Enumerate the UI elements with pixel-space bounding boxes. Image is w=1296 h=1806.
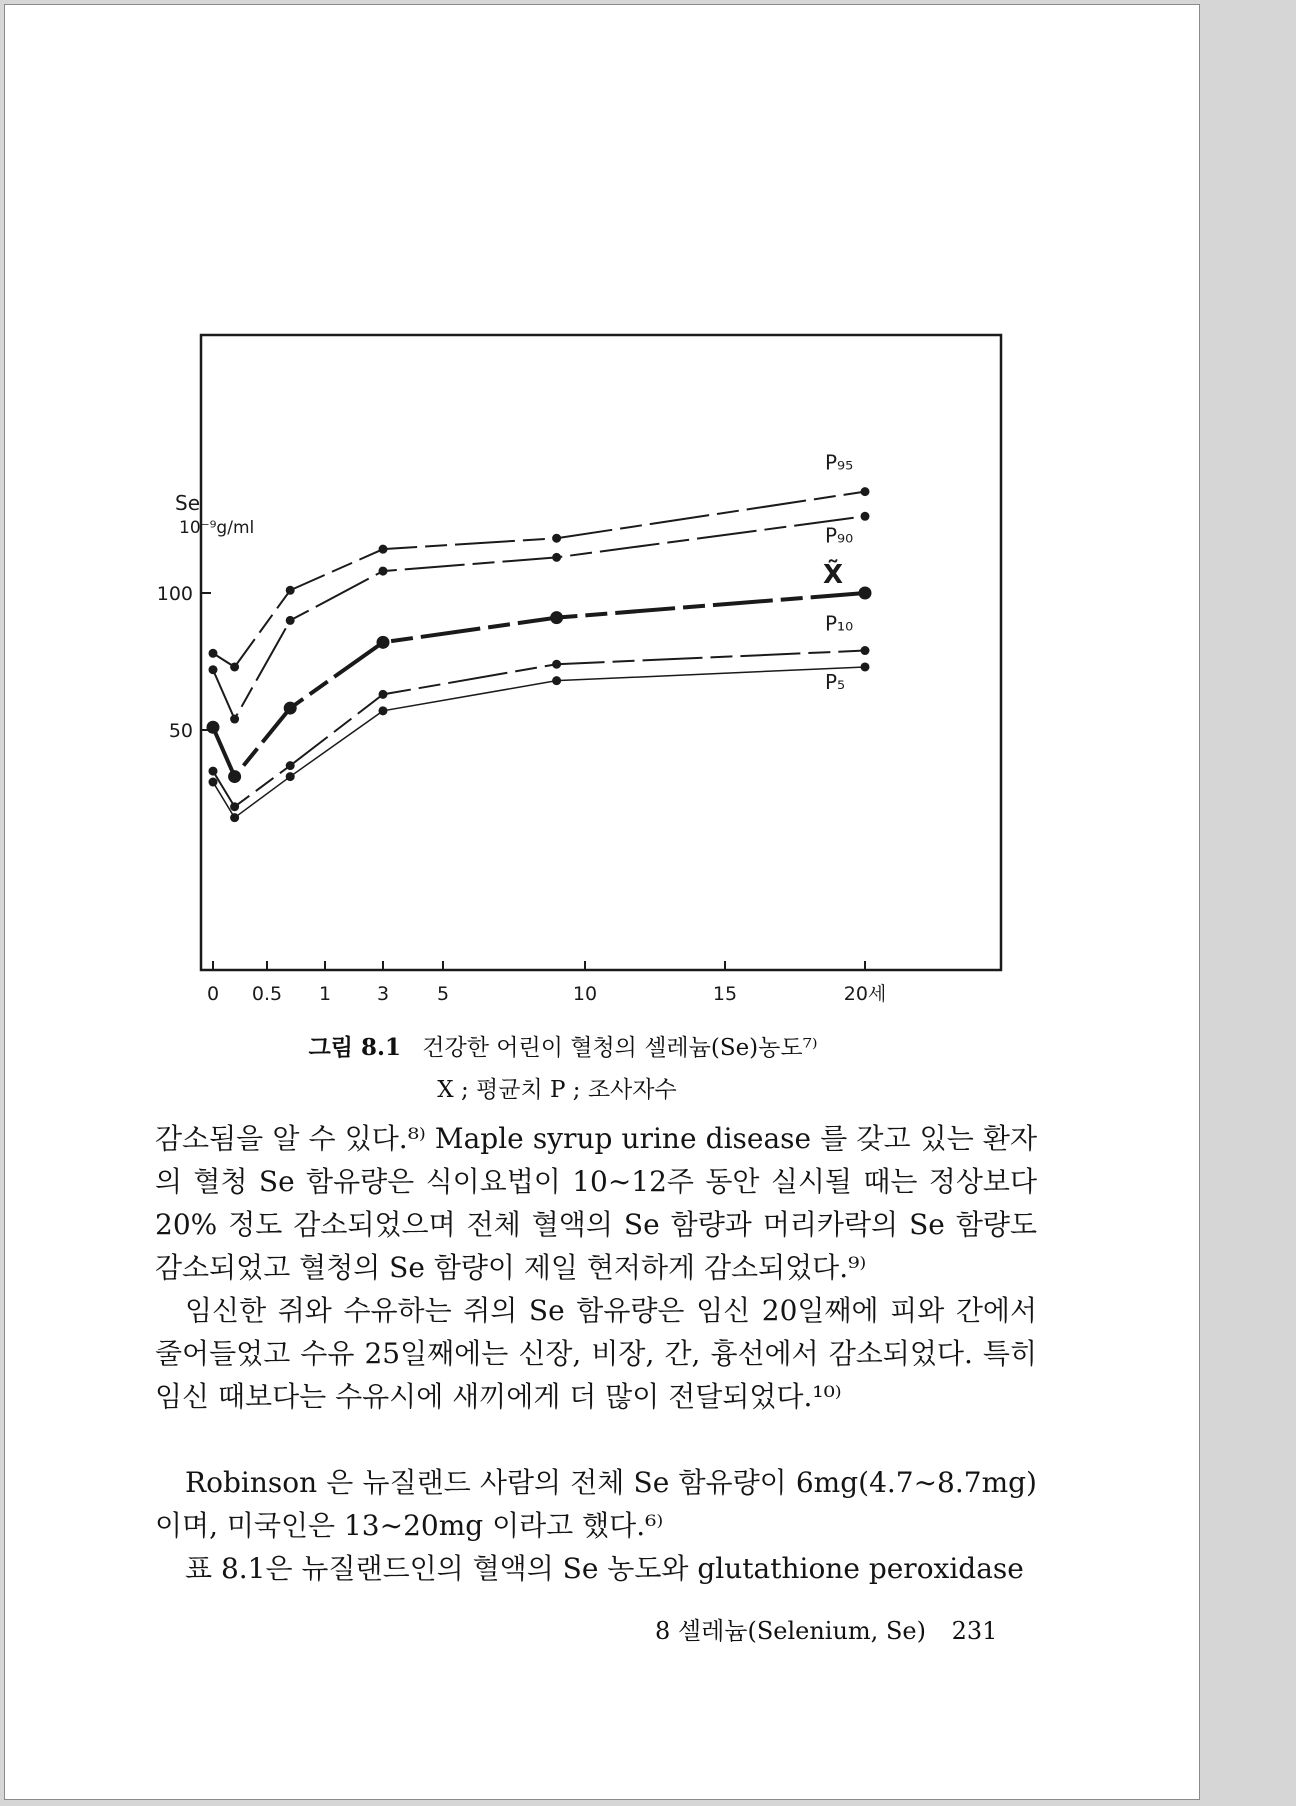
- data-point-p10: [230, 802, 239, 811]
- data-point-x: [859, 587, 872, 600]
- data-point-p90: [230, 715, 239, 724]
- book-page: [4, 4, 1200, 1800]
- y-axis-label-line1: Se: [175, 491, 200, 515]
- paragraph-text: 감소됨을 알 수 있다.⁸⁾ Maple syrup urine disease 를 갖고 있는 환자의 혈청 Se 함유량은 식이요법이 10∼12주 동안 실시될 때는 정상보다 20% 정도 감소되었으며 전체 혈액의 Se 함량과 머리카락의 Se 함량도 감소되었고 혈청의 Se 함량이 제일 현저하게 감소되었다.⁹⁾: [155, 1122, 1037, 1284]
- series-line-p95: [213, 492, 865, 667]
- y-tick-label: 100: [156, 583, 193, 605]
- running-section-title: 8 셀레늄(Selenium, Se): [655, 1617, 926, 1645]
- body-paragraph-1: [155, 1117, 1037, 1289]
- series-label-x: X̃: [823, 560, 844, 590]
- data-point-x: [228, 770, 241, 783]
- data-point-p95: [230, 662, 239, 671]
- y-axis-label-line2: 10⁻⁹g/ml: [179, 518, 255, 538]
- x-tick-label: 0: [206, 983, 220, 1005]
- body-paragraph-2: [155, 1289, 1037, 1418]
- series-line-p5: [213, 667, 865, 818]
- data-point-p90: [379, 567, 388, 576]
- data-point-p90: [861, 512, 870, 521]
- data-point-p90: [552, 553, 561, 562]
- data-point-p95: [379, 545, 388, 554]
- series-label-p10: P₁₀: [825, 611, 854, 636]
- data-point-x: [207, 721, 220, 734]
- paragraph-text: 표 8.1은 뉴질랜드인의 혈액의 Se 농도와 glutathione peroxidase: [185, 1552, 1024, 1585]
- figure-legend-note: X ; 평균치 P ; 조사자수: [437, 1077, 677, 1103]
- selenium-concentration-chart: [155, 325, 1055, 1025]
- data-point-p95: [286, 586, 295, 595]
- series-line-p10: [213, 651, 865, 807]
- page-footer: [655, 1611, 997, 1646]
- series-label-p95: P₉₅: [825, 450, 854, 475]
- x-tick-label: 20세: [843, 983, 887, 1005]
- body-paragraph-4: [155, 1547, 1037, 1590]
- data-point-p5: [209, 778, 218, 787]
- data-point-p5: [230, 813, 239, 822]
- data-point-x: [377, 636, 390, 649]
- paragraph-text: 임신한 쥐와 수유하는 쥐의 Se 함유량은 임신 20일째에 피와 간에서 줄어들었고 수유 25일째에는 신장, 비장, 간, 흉선에서 감소되었다. 특히 임신 때보다는 수유시에 새끼에게 더 많이 전달되었다.¹⁰⁾: [155, 1294, 1037, 1413]
- x-tick-label: 10: [572, 983, 598, 1005]
- data-point-p10: [209, 767, 218, 776]
- data-point-p95: [552, 534, 561, 543]
- data-point-p95: [209, 649, 218, 658]
- data-point-x: [284, 702, 297, 715]
- data-point-x: [550, 611, 563, 624]
- series-label-p5: P₅: [825, 669, 846, 694]
- figure-title: 건강한 어린이 혈청의 셀레늄(Se)농도⁷⁾: [422, 1035, 818, 1061]
- data-point-p10: [861, 646, 870, 655]
- figure-caption: [0, 1029, 1161, 1062]
- series-line-p90: [213, 516, 865, 719]
- chart-marks: [157, 451, 887, 1005]
- body-paragraph-3: [155, 1461, 1037, 1547]
- x-tick-label: 3: [376, 983, 390, 1005]
- data-point-p95: [861, 487, 870, 496]
- page-number: 231: [951, 1617, 998, 1645]
- data-point-p5: [286, 772, 295, 781]
- x-tick-label: 1: [318, 983, 332, 1005]
- chart-frame: [201, 335, 1001, 970]
- data-point-p90: [286, 616, 295, 625]
- x-tick-label: 15: [712, 983, 738, 1005]
- data-point-p90: [209, 665, 218, 674]
- data-point-p5: [379, 706, 388, 715]
- data-point-p10: [379, 690, 388, 699]
- x-tick-label: 5: [436, 983, 450, 1005]
- data-point-p5: [861, 662, 870, 671]
- data-point-p10: [552, 660, 561, 669]
- series-label-p90: P₉₀: [825, 523, 854, 548]
- paragraph-text: Robinson 은 뉴질랜드 사람의 전체 Se 함유량이 6mg(4.7∼8.7mg) 이며, 미국인은 13∼20mg 이라고 했다.⁶⁾: [155, 1466, 1037, 1542]
- figure-number: 그림 8.1: [308, 1034, 401, 1061]
- data-point-p10: [286, 761, 295, 770]
- x-tick-label: 0.5: [251, 983, 283, 1005]
- data-point-p5: [552, 676, 561, 685]
- y-tick-label: 50: [168, 720, 193, 742]
